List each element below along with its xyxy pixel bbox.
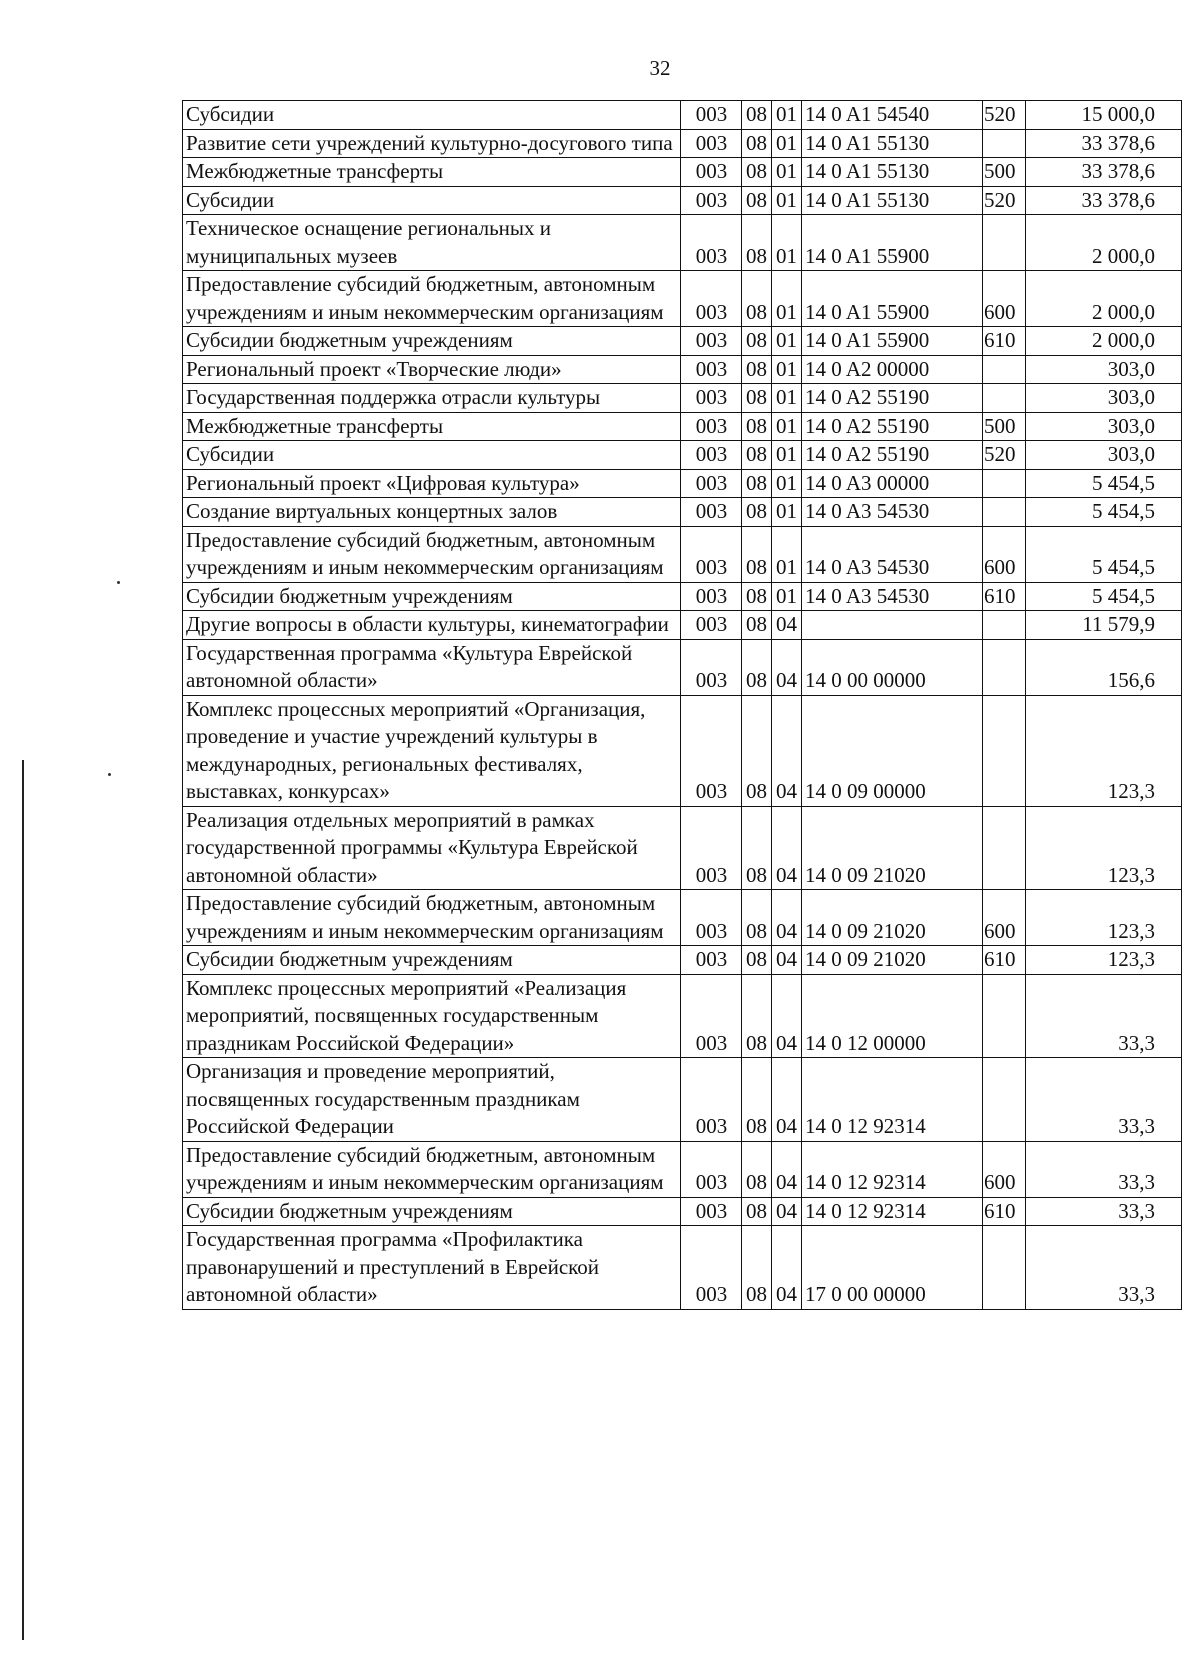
row-section-code: 08 xyxy=(742,327,772,356)
row-expense-type: 520 xyxy=(983,441,1026,470)
row-name: Субсидии бюджетным учреждениям xyxy=(183,946,681,975)
row-expense-type xyxy=(983,469,1026,498)
row-target-article: 17 0 00 00000 xyxy=(802,1226,983,1310)
row-target-article: 14 0 12 92314 xyxy=(802,1197,983,1226)
table-row xyxy=(183,1226,1182,1310)
table-row xyxy=(183,974,1182,1058)
scan-speck xyxy=(108,773,111,776)
row-name: Государственная программа «Профилактика правонарушений и преступлений в Еврейской автономной области» xyxy=(183,1226,681,1310)
row-subsection-code: 01 xyxy=(772,526,802,582)
row-ved-code: 003 xyxy=(681,1226,742,1310)
row-target-article: 14 0 A1 55900 xyxy=(802,327,983,356)
row-target-article: 14 0 12 92314 xyxy=(802,1058,983,1142)
row-expense-type xyxy=(983,974,1026,1058)
row-target-article: 14 0 A2 00000 xyxy=(802,355,983,384)
row-name: Субсидии бюджетным учреждениям xyxy=(183,1197,681,1226)
row-ved-code: 003 xyxy=(681,639,742,695)
row-target-article: 14 0 09 00000 xyxy=(802,695,983,806)
table-row xyxy=(183,384,1182,413)
row-subsection-code: 04 xyxy=(772,974,802,1058)
row-section-code: 08 xyxy=(742,355,772,384)
row-amount: 123,3 xyxy=(1026,890,1182,946)
table-row xyxy=(183,695,1182,806)
row-amount: 5 454,5 xyxy=(1026,526,1182,582)
row-target-article: 14 0 A2 55190 xyxy=(802,441,983,470)
row-subsection-code: 01 xyxy=(772,582,802,611)
row-subsection-code: 01 xyxy=(772,498,802,527)
row-target-article: 14 0 A3 54530 xyxy=(802,526,983,582)
row-ved-code: 003 xyxy=(681,1058,742,1142)
row-section-code: 08 xyxy=(742,806,772,890)
table-row xyxy=(183,158,1182,187)
row-ved-code: 003 xyxy=(681,441,742,470)
row-name: Техническое оснащение региональных и муниципальных музеев xyxy=(183,215,681,271)
row-expense-type xyxy=(983,1226,1026,1310)
row-amount: 2 000,0 xyxy=(1026,271,1182,327)
row-section-code: 08 xyxy=(742,158,772,187)
row-name: Государственная поддержка отрасли культуры xyxy=(183,384,681,413)
row-section-code: 08 xyxy=(742,1197,772,1226)
row-ved-code: 003 xyxy=(681,498,742,527)
budget-table xyxy=(182,100,1182,1310)
row-expense-type xyxy=(983,611,1026,640)
row-subsection-code: 04 xyxy=(772,695,802,806)
row-amount: 123,3 xyxy=(1026,806,1182,890)
row-ved-code: 003 xyxy=(681,806,742,890)
row-ved-code: 003 xyxy=(681,384,742,413)
row-target-article: 14 0 09 21020 xyxy=(802,890,983,946)
row-expense-type xyxy=(983,806,1026,890)
row-ved-code: 003 xyxy=(681,526,742,582)
row-expense-type: 520 xyxy=(983,186,1026,215)
row-expense-type xyxy=(983,695,1026,806)
row-target-article: 14 0 12 00000 xyxy=(802,974,983,1058)
row-name: Субсидии xyxy=(183,441,681,470)
row-subsection-code: 01 xyxy=(772,186,802,215)
table-row xyxy=(183,498,1182,527)
row-subsection-code: 04 xyxy=(772,639,802,695)
row-ved-code: 003 xyxy=(681,101,742,130)
row-section-code: 08 xyxy=(742,384,772,413)
row-subsection-code: 01 xyxy=(772,384,802,413)
row-section-code: 08 xyxy=(742,639,772,695)
row-target-article: 14 0 A3 54530 xyxy=(802,498,983,527)
row-name: Субсидии бюджетным учреждениям xyxy=(183,582,681,611)
table-row xyxy=(183,271,1182,327)
row-name: Государственная программа «Культура Еврейской автономной области» xyxy=(183,639,681,695)
row-section-code: 08 xyxy=(742,526,772,582)
table-row xyxy=(183,412,1182,441)
row-section-code: 08 xyxy=(742,946,772,975)
row-ved-code: 003 xyxy=(681,271,742,327)
table-row xyxy=(183,806,1182,890)
row-target-article: 14 0 A1 54540 xyxy=(802,101,983,130)
row-section-code: 08 xyxy=(742,1058,772,1142)
row-ved-code: 003 xyxy=(681,582,742,611)
scan-speck xyxy=(117,581,120,584)
row-target-article: 14 0 A1 55130 xyxy=(802,186,983,215)
table-row xyxy=(183,101,1182,130)
row-section-code: 08 xyxy=(742,611,772,640)
row-expense-type xyxy=(983,384,1026,413)
row-name: Межбюджетные трансферты xyxy=(183,158,681,187)
row-expense-type: 500 xyxy=(983,412,1026,441)
row-section-code: 08 xyxy=(742,215,772,271)
row-amount: 11 579,9 xyxy=(1026,611,1182,640)
row-amount: 33 378,6 xyxy=(1026,186,1182,215)
table-row xyxy=(183,186,1182,215)
row-expense-type: 610 xyxy=(983,946,1026,975)
row-target-article: 14 0 A3 00000 xyxy=(802,469,983,498)
row-subsection-code: 04 xyxy=(772,611,802,640)
row-section-code: 08 xyxy=(742,695,772,806)
row-amount: 5 454,5 xyxy=(1026,469,1182,498)
row-subsection-code: 04 xyxy=(772,946,802,975)
table-row xyxy=(183,469,1182,498)
row-subsection-code: 01 xyxy=(772,101,802,130)
scan-margin-line xyxy=(22,760,24,1640)
table-row xyxy=(183,327,1182,356)
row-target-article: 14 0 A1 55900 xyxy=(802,215,983,271)
row-expense-type xyxy=(983,639,1026,695)
row-expense-type: 600 xyxy=(983,271,1026,327)
table-row xyxy=(183,946,1182,975)
row-subsection-code: 01 xyxy=(772,129,802,158)
row-subsection-code: 01 xyxy=(772,327,802,356)
row-expense-type: 520 xyxy=(983,101,1026,130)
row-name: Предоставление субсидий бюджетным, автономным учреждениям и иным некоммерческим организациям xyxy=(183,1141,681,1197)
row-section-code: 08 xyxy=(742,498,772,527)
row-subsection-code: 01 xyxy=(772,469,802,498)
table-row xyxy=(183,526,1182,582)
row-name: Межбюджетные трансферты xyxy=(183,412,681,441)
row-amount: 2 000,0 xyxy=(1026,327,1182,356)
row-amount: 123,3 xyxy=(1026,695,1182,806)
table-row xyxy=(183,215,1182,271)
row-amount: 33,3 xyxy=(1026,1197,1182,1226)
row-name: Субсидии xyxy=(183,101,681,130)
page-number: 32 xyxy=(649,56,671,80)
row-ved-code: 003 xyxy=(681,186,742,215)
row-target-article: 14 0 A2 55190 xyxy=(802,384,983,413)
row-section-code: 08 xyxy=(742,129,772,158)
row-subsection-code: 04 xyxy=(772,1141,802,1197)
row-target-article: 14 0 A1 55130 xyxy=(802,129,983,158)
row-section-code: 08 xyxy=(742,469,772,498)
row-expense-type xyxy=(983,1058,1026,1142)
row-expense-type: 610 xyxy=(983,582,1026,611)
row-amount: 2 000,0 xyxy=(1026,215,1182,271)
row-ved-code: 003 xyxy=(681,974,742,1058)
row-expense-type: 600 xyxy=(983,1141,1026,1197)
table-row xyxy=(183,1141,1182,1197)
row-subsection-code: 01 xyxy=(772,355,802,384)
row-ved-code: 003 xyxy=(681,129,742,158)
row-name: Региональный проект «Творческие люди» xyxy=(183,355,681,384)
row-expense-type: 500 xyxy=(983,158,1026,187)
row-subsection-code: 01 xyxy=(772,412,802,441)
budget-table-container xyxy=(182,100,1182,1310)
row-name: Развитие сети учреждений культурно-досугового типа xyxy=(183,129,681,158)
table-row xyxy=(183,1058,1182,1142)
row-ved-code: 003 xyxy=(681,695,742,806)
row-amount: 33,3 xyxy=(1026,974,1182,1058)
row-expense-type xyxy=(983,215,1026,271)
row-section-code: 08 xyxy=(742,271,772,327)
row-ved-code: 003 xyxy=(681,611,742,640)
row-name: Организация и проведение мероприятий, посвященных государственным праздникам Российской Федерации xyxy=(183,1058,681,1142)
table-row xyxy=(183,639,1182,695)
row-expense-type: 600 xyxy=(983,890,1026,946)
row-section-code: 08 xyxy=(742,412,772,441)
table-row xyxy=(183,1197,1182,1226)
row-section-code: 08 xyxy=(742,101,772,130)
row-section-code: 08 xyxy=(742,1141,772,1197)
row-section-code: 08 xyxy=(742,890,772,946)
row-name: Реализация отдельных мероприятий в рамках государственной программы «Культура Еврейской автономной области» xyxy=(183,806,681,890)
budget-table-body xyxy=(183,101,1182,1310)
row-ved-code: 003 xyxy=(681,327,742,356)
row-amount: 33 378,6 xyxy=(1026,158,1182,187)
row-subsection-code: 04 xyxy=(772,1058,802,1142)
row-ved-code: 003 xyxy=(681,355,742,384)
row-amount: 33,3 xyxy=(1026,1226,1182,1310)
row-subsection-code: 04 xyxy=(772,806,802,890)
row-name: Субсидии xyxy=(183,186,681,215)
row-target-article: 14 0 00 00000 xyxy=(802,639,983,695)
row-ved-code: 003 xyxy=(681,1197,742,1226)
row-amount: 5 454,5 xyxy=(1026,582,1182,611)
row-amount: 33,3 xyxy=(1026,1141,1182,1197)
row-name: Создание виртуальных концертных залов xyxy=(183,498,681,527)
row-ved-code: 003 xyxy=(681,946,742,975)
row-subsection-code: 01 xyxy=(772,215,802,271)
row-subsection-code: 04 xyxy=(772,890,802,946)
row-expense-type: 600 xyxy=(983,526,1026,582)
row-section-code: 08 xyxy=(742,974,772,1058)
row-name: Предоставление субсидий бюджетным, автономным учреждениям и иным некоммерческим организациям xyxy=(183,526,681,582)
row-amount: 5 454,5 xyxy=(1026,498,1182,527)
row-ved-code: 003 xyxy=(681,1141,742,1197)
row-target-article xyxy=(802,611,983,640)
table-row xyxy=(183,890,1182,946)
row-amount: 15 000,0 xyxy=(1026,101,1182,130)
row-subsection-code: 01 xyxy=(772,158,802,187)
row-subsection-code: 04 xyxy=(772,1226,802,1310)
row-expense-type xyxy=(983,498,1026,527)
row-amount: 156,6 xyxy=(1026,639,1182,695)
row-ved-code: 003 xyxy=(681,890,742,946)
table-row xyxy=(183,441,1182,470)
row-amount: 123,3 xyxy=(1026,946,1182,975)
row-expense-type xyxy=(983,129,1026,158)
row-name: Региональный проект «Цифровая культура» xyxy=(183,469,681,498)
row-target-article: 14 0 A3 54530 xyxy=(802,582,983,611)
row-name: Предоставление субсидий бюджетным, автономным учреждениям и иным некоммерческим организациям xyxy=(183,890,681,946)
row-target-article: 14 0 09 21020 xyxy=(802,806,983,890)
row-target-article: 14 0 A2 55190 xyxy=(802,412,983,441)
row-name: Субсидии бюджетным учреждениям xyxy=(183,327,681,356)
table-row xyxy=(183,611,1182,640)
row-name: Комплекс процессных мероприятий «Организация, проведение и участие учреждений культуры в международных, региональных фестивалях, выставках, конкурсах» xyxy=(183,695,681,806)
row-ved-code: 003 xyxy=(681,412,742,441)
row-subsection-code: 01 xyxy=(772,271,802,327)
row-expense-type: 610 xyxy=(983,327,1026,356)
row-amount: 303,0 xyxy=(1026,441,1182,470)
row-name: Другие вопросы в области культуры, кинематографии xyxy=(183,611,681,640)
row-target-article: 14 0 A1 55900 xyxy=(802,271,983,327)
row-ved-code: 003 xyxy=(681,469,742,498)
row-expense-type xyxy=(983,355,1026,384)
row-target-article: 14 0 12 92314 xyxy=(802,1141,983,1197)
table-row xyxy=(183,355,1182,384)
row-amount: 33,3 xyxy=(1026,1058,1182,1142)
row-subsection-code: 01 xyxy=(772,441,802,470)
row-section-code: 08 xyxy=(742,1226,772,1310)
row-section-code: 08 xyxy=(742,186,772,215)
row-amount: 303,0 xyxy=(1026,355,1182,384)
row-target-article: 14 0 A1 55130 xyxy=(802,158,983,187)
row-expense-type: 610 xyxy=(983,1197,1026,1226)
table-row xyxy=(183,582,1182,611)
row-name: Предоставление субсидий бюджетным, автономным учреждениям и иным некоммерческим организациям xyxy=(183,271,681,327)
row-subsection-code: 04 xyxy=(772,1197,802,1226)
row-ved-code: 003 xyxy=(681,158,742,187)
row-ved-code: 003 xyxy=(681,215,742,271)
row-amount: 33 378,6 xyxy=(1026,129,1182,158)
row-target-article: 14 0 09 21020 xyxy=(802,946,983,975)
row-section-code: 08 xyxy=(742,441,772,470)
row-section-code: 08 xyxy=(742,582,772,611)
row-name: Комплекс процессных мероприятий «Реализация мероприятий, посвященных государственным праздникам Российской Федерации» xyxy=(183,974,681,1058)
table-row xyxy=(183,129,1182,158)
row-amount: 303,0 xyxy=(1026,384,1182,413)
row-amount: 303,0 xyxy=(1026,412,1182,441)
